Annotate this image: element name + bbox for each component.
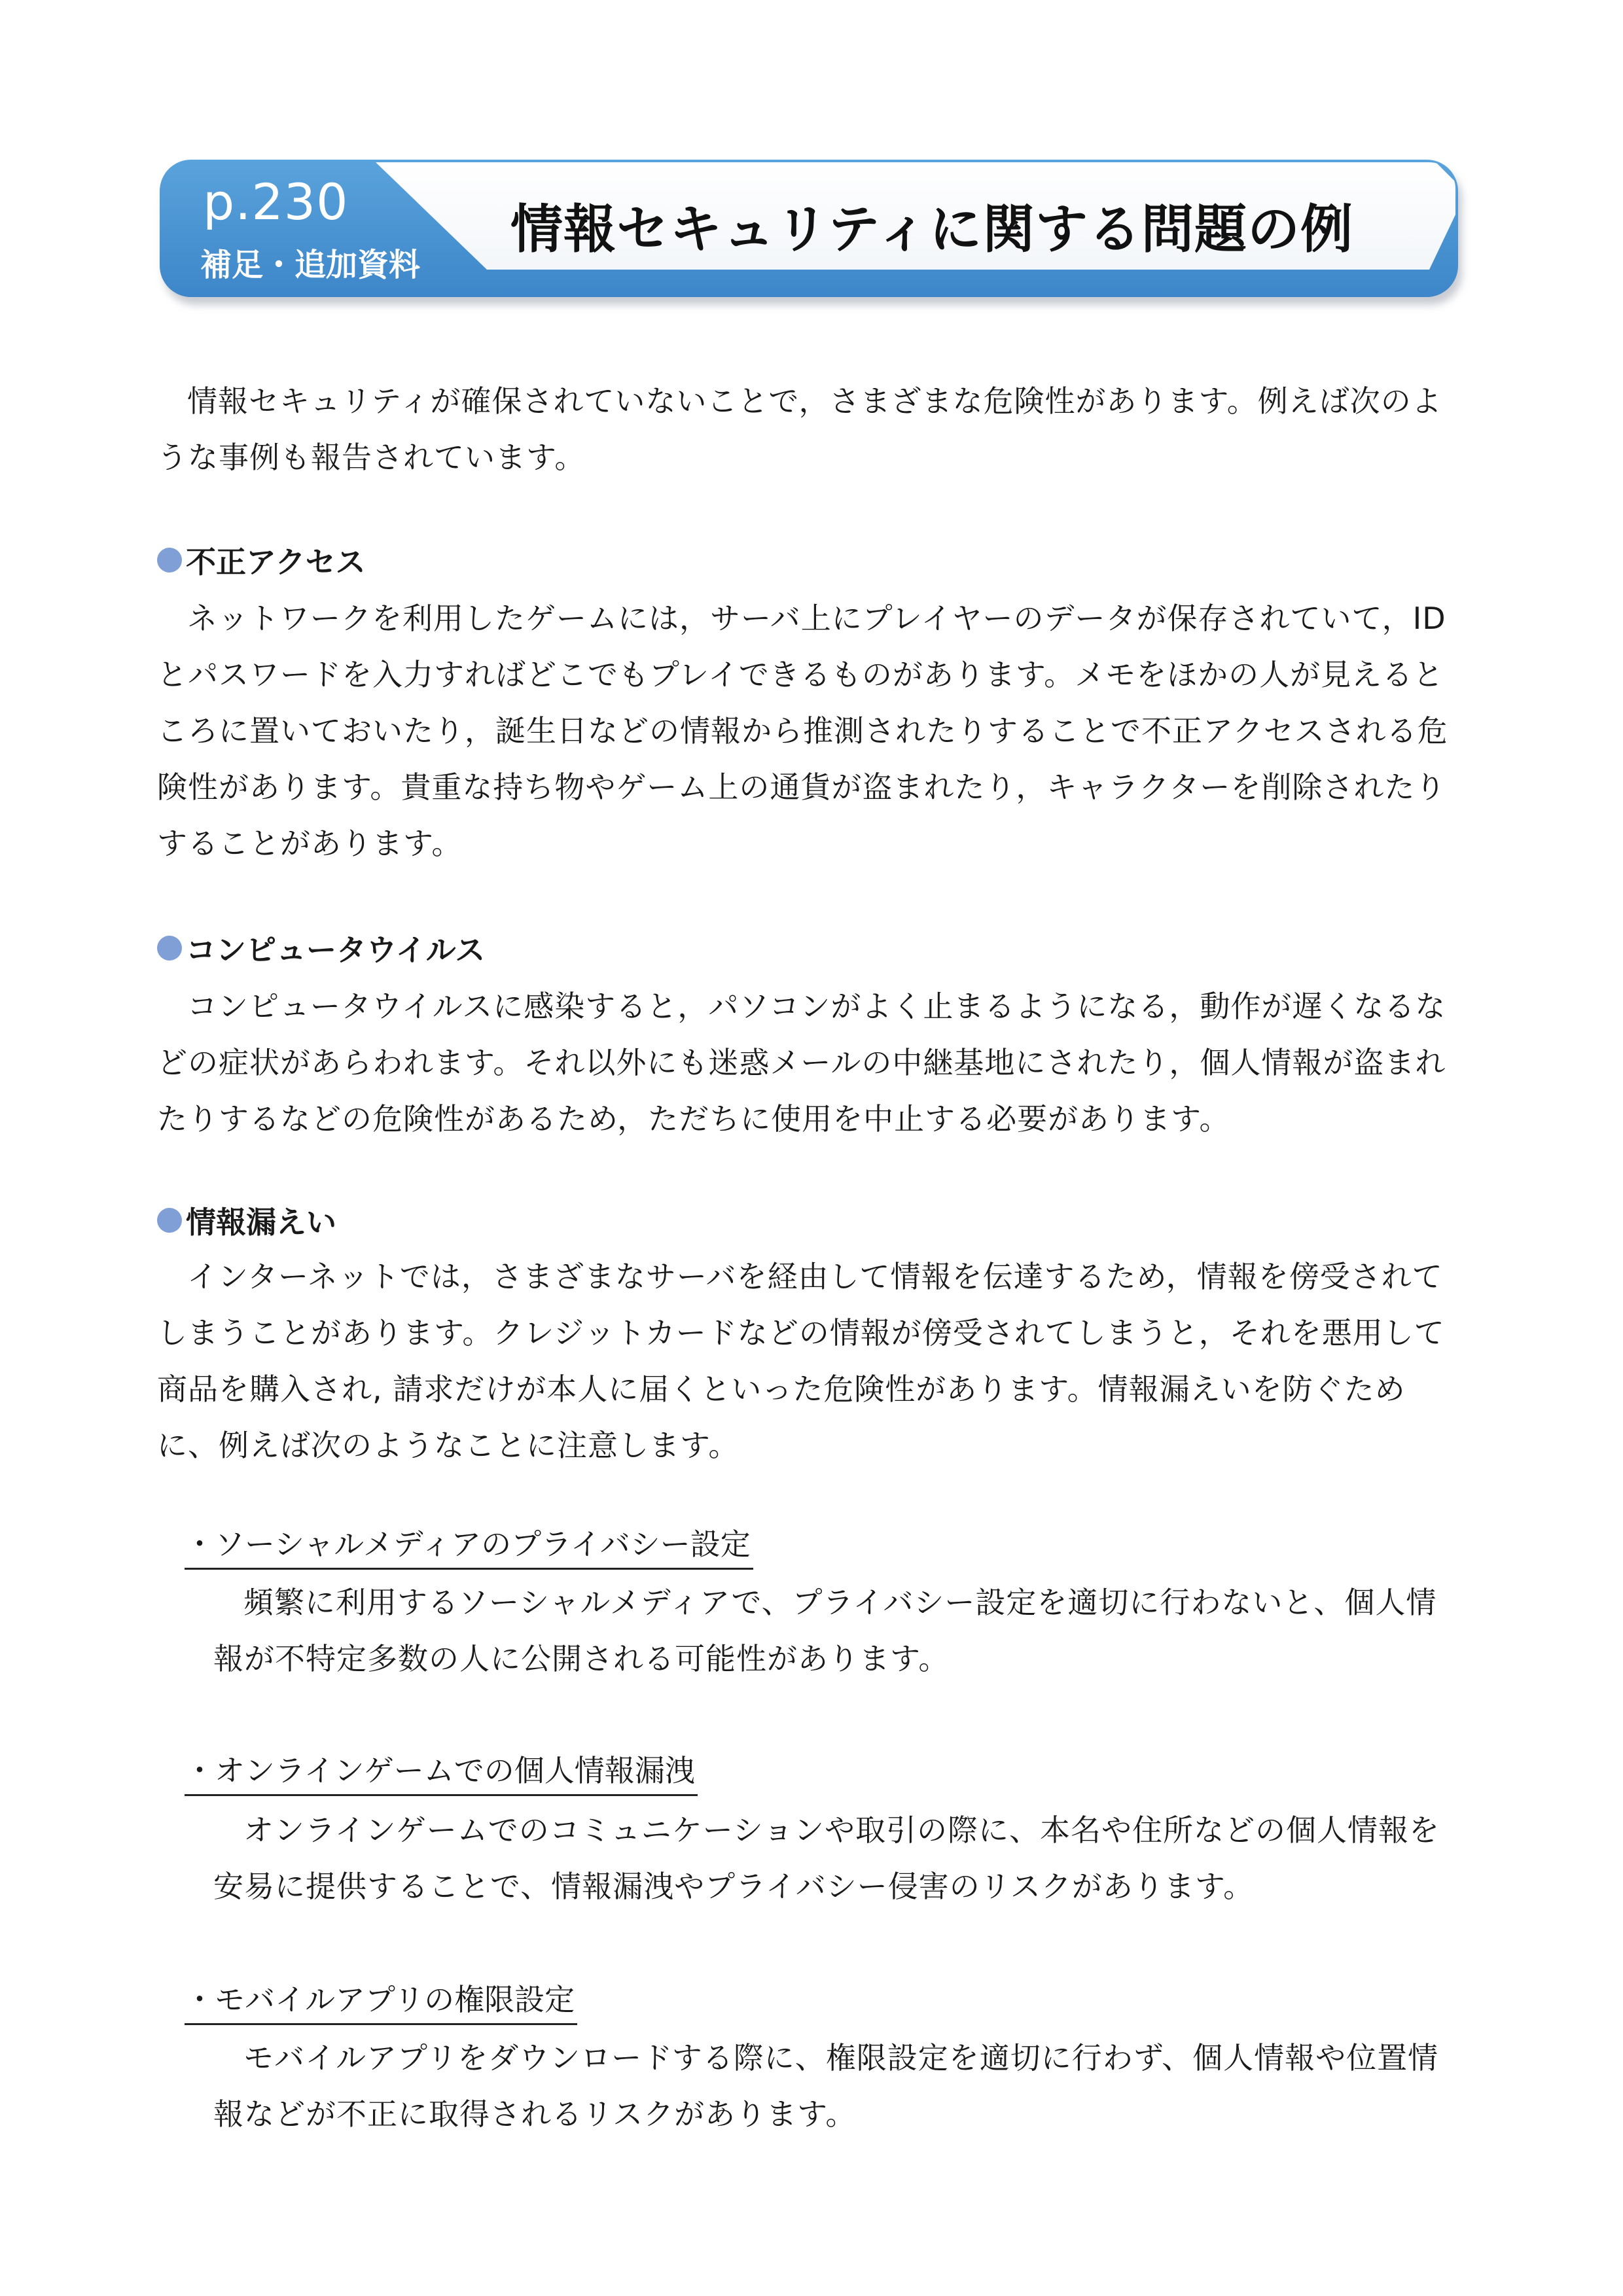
section-heading-text: コンピュータウイルス [186, 932, 486, 968]
section-body: インターネットでは，さまざまなサーバを経由して情報を伝達するため，情報を傍受されてしまうことがあります。クレジットカードなどの情報が傍受されてしまうと，それを悪用して商品を購入され, 請求だけが本人に届くといった危険性があります。情報漏えいを防ぐために、例えば次のようなことに注意します。 [157, 1259, 1445, 1463]
header-banner [160, 160, 1462, 301]
section-heading-text: 不正アクセス [186, 544, 366, 580]
bullet-title: ・ソーシャルメディアのプライバシー設定 [185, 1521, 753, 1570]
bullet-title: ・モバイルアプリの権限設定 [185, 1976, 577, 2025]
section-heading [157, 539, 366, 582]
section-heading-text: 情報漏えい [186, 1205, 336, 1240]
section-body: コンピュータウイルスに感染すると，パソコンがよく止まるようになる，動作が遅くなるなどの症状があらわれます。それ以外にも迷惑メールの中継基地にされたり，個人情報が盗まれたりするなどの危険性があるため，ただちに使用を中止する必要があります。 [157, 989, 1446, 1137]
bullet-body: モバイルアプリをダウンロードする際に、権限設定を適切に行わず、個人情報や位置情報などが不正に取得されるリスクがあります。 [213, 2040, 1439, 2132]
section-label: 補足・追加資料 [200, 247, 421, 283]
section-heading [157, 927, 485, 970]
page-title: 情報セキュリティに関する問題の例 [510, 199, 1353, 260]
bullet-dot-icon [157, 1208, 182, 1233]
bullet-body: オンラインゲームでのコミュニケーションや取引の際に、本名や住所などの個人情報を安易に提供することで、情報漏洩やプライバシー侵害のリスクがあります。 [213, 1812, 1440, 1904]
bullet-title: ・オンラインゲームでの個人情報漏洩 [185, 1747, 698, 1796]
section-body: ネットワークを利用したゲームには，サーバ上にプレイヤーのデータが保存されていて，IDとパスワードを入力すればどこでもプレイできるものがあります。メモをほかの人が見えるところに置いておいたり，誕生日などの情報から推測されたりすることで不正アクセスされる危険性があります。貴重な持ち物やゲーム上の通貨が盗まれたり，キャラクターを削除されたりすることがあります。 [157, 601, 1448, 861]
bullet-body: 頻繁に利用するソーシャルメディアで、プライバシー設定を適切に行わないと、個人情報が不特定多数の人に公開される可能性があります。 [213, 1585, 1437, 1676]
intro-paragraph: 情報セキュリティが確保されていないことで，さまざまな危険性があります。例えば次のような事例も報告されています。 [157, 383, 1442, 475]
bullet-dot-icon [157, 548, 182, 573]
page-number: p.230 [203, 173, 349, 231]
section-heading [157, 1199, 336, 1242]
bullet-dot-icon [157, 936, 182, 961]
